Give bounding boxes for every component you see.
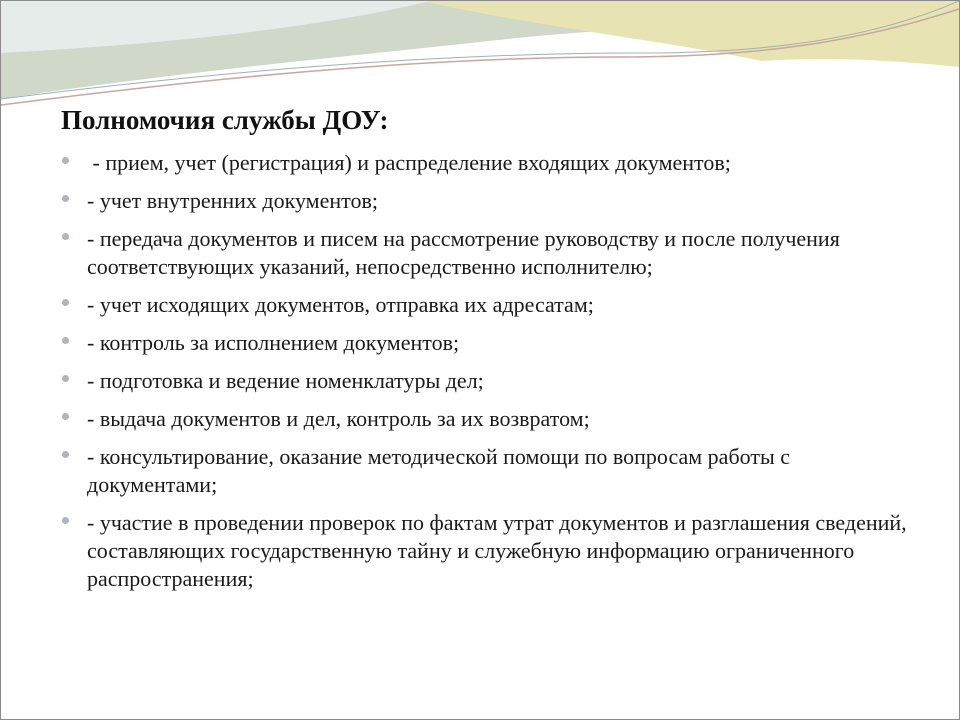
list-item-text: - участие в проведении проверок по фактам утрат документов и разглашения сведений, составляющих государственную тайну и служебную информацию ограниченного распространения; [87,510,907,591]
list-item [61,329,921,357]
list-item-text: - консультирование, оказание методической помощи по вопросам работы с документами; [87,444,791,497]
slide-title: Полномочия службы ДОУ: [61,105,389,135]
list-item [61,187,921,215]
powers-list [61,149,921,603]
list-item [61,291,921,319]
list-item-text: - передача документов и писем на рассмотрение руководству и после получения соответствующих указаний, непосредственно исполнителю; [87,226,840,279]
bullet-dot-icon [62,299,69,306]
list-item [61,405,921,433]
list-item [61,443,921,499]
bullet-dot-icon [62,195,69,202]
header-wave-decoration [1,1,959,121]
list-item [61,225,921,281]
list-item-text: - подготовка и ведение номенклатуры дел; [87,368,484,393]
list-item [61,149,921,177]
bullet-dot-icon [62,517,69,524]
bullet-dot-icon [62,451,69,458]
list-item [61,509,921,593]
list-item [61,367,921,395]
bullet-dot-icon [62,375,69,382]
bullet-dot-icon [62,157,69,164]
list-item-text: - учет внутренних документов; [87,188,378,213]
list-item-text: - контроль за исполнением документов; [87,330,460,355]
list-item-text: - учет исходящих документов, отправка их адресатам; [87,292,594,317]
bullet-dot-icon [62,413,69,420]
list-item-text: - прием, учет (регистрация) и распределение входящих документов; [87,150,731,175]
bullet-dot-icon [62,337,69,344]
bullet-dot-icon [62,233,69,240]
list-item-text: - выдача документов и дел, контроль за их возвратом; [87,406,590,431]
